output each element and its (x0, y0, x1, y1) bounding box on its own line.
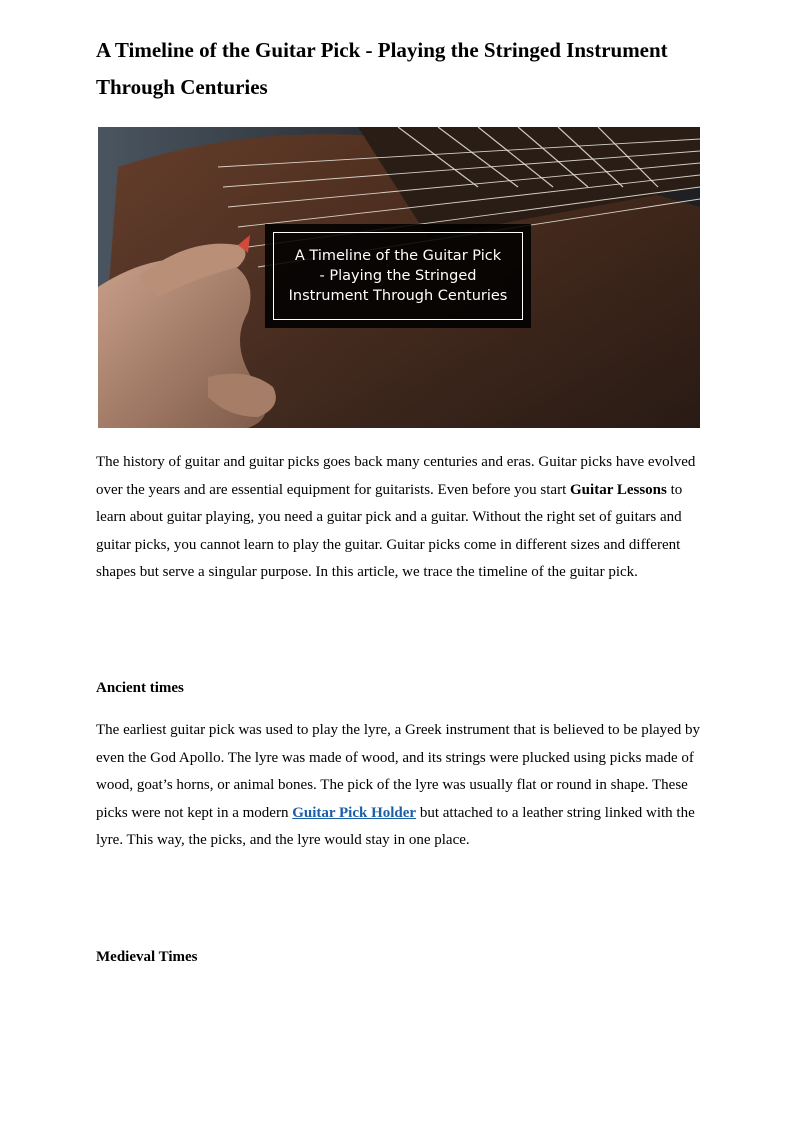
article-title: A Timeline of the Guitar Pick - Playing the Stringed Instrument Through Centuries (96, 38, 668, 99)
intro-paragraph (96, 449, 702, 587)
hero-caption-line: Instrument Through Centuries (288, 288, 508, 304)
hero-caption-frame (273, 232, 523, 320)
paragraph-text: The earliest guitar pick was used to play the lyre, a Greek instrument that is believed to be played by even the God Apollo. The lyre was made of wood, and its strings were plucked using picks made of wood, goat’s horns, or animal bones. The pick of the lyre was usually flat or round in shape. These picks were not kept in a modern (96, 722, 700, 821)
section-heading-medieval-times: Medieval Times (96, 949, 198, 965)
guitar-pick-holder-link[interactable]: Guitar Pick Holder (292, 804, 417, 821)
guitar-lessons-term: Guitar Lessons (570, 481, 667, 498)
hero-caption-box (265, 224, 531, 328)
paragraph-text: but attached to a leather string linked with the lyre. This way, the picks, and the lyre would stay in one place. (96, 804, 695, 849)
ancient-times-paragraph (96, 717, 702, 855)
hero-caption-line: - Playing the Stringed (319, 268, 477, 284)
section-heading-ancient-times: Ancient times (96, 680, 184, 696)
hero-image (98, 127, 700, 428)
intro-text: to learn about guitar playing, you need a guitar pick and a guitar. Without the right set of guitars and guitar picks, you cannot learn to play the guitar. Guitar picks come in different sizes and different shapes but serve a singular purpose. In this article, we trace the timeline of the guitar pick. (96, 481, 683, 581)
intro-text: The history of guitar and guitar picks goes back many centuries and eras. Guitar picks have evolved over the years and are essential equipment for guitarists. Even before you start (96, 454, 696, 498)
hero-caption-text (283, 246, 514, 306)
hero-caption-line: A Timeline of the Guitar Pick (294, 248, 502, 264)
